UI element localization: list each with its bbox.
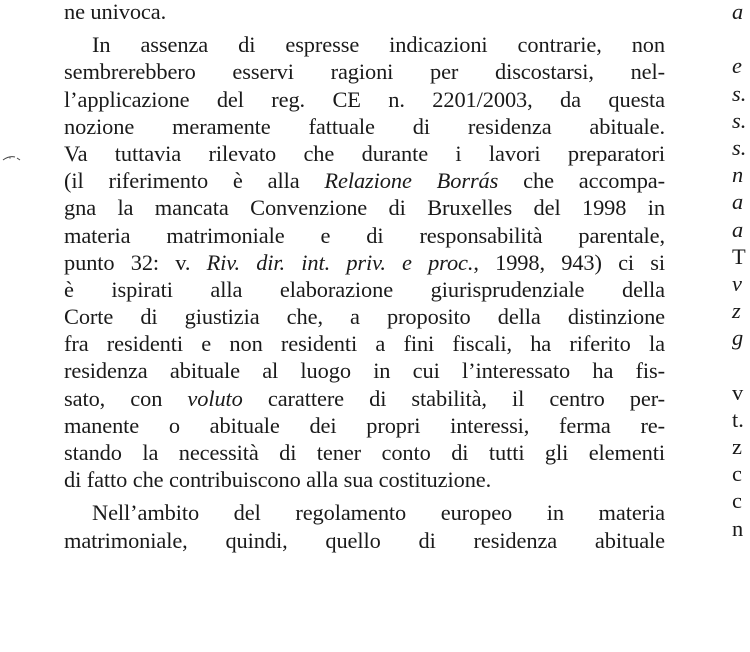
text-line: In assenza di espresse indicazioni contrarie, non (92, 32, 665, 58)
text-line: Corte di giustizia che, a proposito della distinzione (64, 304, 665, 330)
text-line: Nell’ambito del regolamento europeo in materia (92, 500, 665, 526)
text-line: materia matrimoniale e di responsabilità parentale, (64, 222, 665, 248)
column-fragment: t. (732, 406, 744, 432)
text-line: ne univoca. (64, 0, 167, 24)
text-line: matrimoniale, quindi, quello di residenza abituale (64, 527, 665, 553)
text-line: manente o abituale dei propri interessi, ferma re- (64, 412, 665, 438)
column-fragment: z (732, 434, 742, 459)
text-line: fra residenti e non residenti a fini fiscali, ha riferito la (64, 331, 665, 357)
text-line: Va tuttavia rilevato che durante i lavori preparatori (64, 140, 665, 166)
text-run: che accompa- (498, 168, 665, 194)
column-fragment: n (732, 515, 744, 541)
text-line (64, 167, 665, 194)
text-line: stando la necessità di tener conto di tutti gli elementi (64, 440, 665, 465)
column-fragment: e (732, 53, 742, 79)
text-line: residenza abituale al luogo in cui l’interessato ha fis- (64, 358, 665, 384)
text-line: l’applicazione del reg. CE n. 2201/2003, da questa (64, 86, 665, 112)
column-fragment: c (732, 461, 742, 487)
column-fragment: g (732, 325, 744, 351)
column-fragment: a (732, 189, 744, 215)
text-line: gna la mancata Convenzione di Bruxelles del 1998 in (64, 195, 665, 221)
column-fragment: s. (732, 80, 747, 106)
column-fragment: s. (732, 134, 747, 160)
column-fragment: c (732, 488, 742, 514)
body-text-column (64, 0, 665, 554)
column-fragment (732, 351, 750, 378)
adjacent-column-fragments (732, 0, 750, 542)
text-line: di fatto che contribuiscono alla sua costituzione. (64, 467, 492, 493)
column-fragment: s. (732, 107, 747, 133)
text-run: carattere di stabilità, il centro per- (242, 385, 665, 411)
italic-text-run: Riv. dir. int. priv. e proc. (206, 249, 474, 275)
column-fragment: T (732, 243, 746, 269)
column-fragment: v (732, 270, 742, 296)
column-fragment: n (732, 162, 744, 188)
column-fragment (732, 25, 750, 52)
margin-pencil-mark-icon (2, 153, 24, 163)
italic-text-run: voluto (187, 385, 243, 411)
text-run: (il riferimento è alla (64, 168, 325, 194)
text-run: , 1998, 943) ci si (473, 249, 665, 275)
column-fragment: a (732, 216, 744, 242)
text-line: nozione meramente fattuale di residenza abituale. (64, 113, 665, 139)
text-line: è ispirati alla elaborazione giurisprudenziale della (64, 276, 665, 302)
column-fragment: v (732, 379, 744, 405)
text-line (64, 385, 665, 412)
text-line (64, 249, 665, 276)
text-run: punto 32: v. (64, 249, 207, 275)
column-fragment: a (732, 0, 744, 24)
italic-text-run: Relazione Borrás (324, 168, 499, 194)
text-line: sembrerebbero esservi ragioni per discostarsi, nel- (64, 59, 665, 85)
column-fragment: z (732, 298, 741, 324)
text-run: sato, con (64, 385, 188, 411)
